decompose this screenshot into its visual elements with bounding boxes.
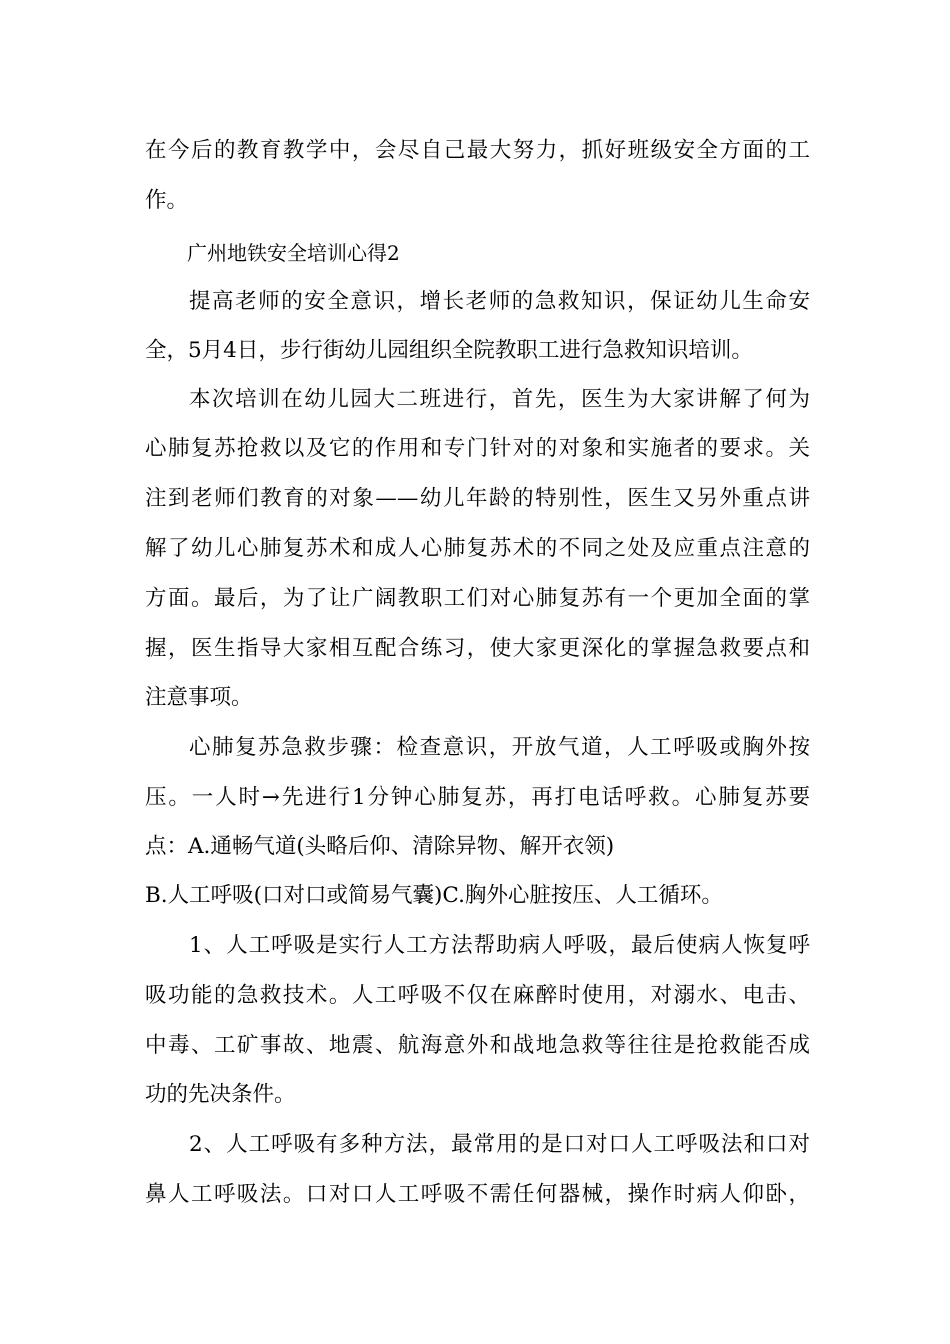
paragraph-line: 吸功能的急救技术。人工呼吸不仅在麻醉时使用，对溺水、电击、 <box>145 983 810 1008</box>
paragraph-line: 提高老师的安全意识，增长老师的急救知识，保证幼儿生命安 <box>189 289 810 314</box>
paragraph-line: 注意事项。 <box>145 685 253 710</box>
paragraph-line: 全，5月4日，步行街幼儿园组织全院教职工进行急救知识培训。 <box>145 338 753 363</box>
paragraph-line: B.人工呼吸(口对口或简易气囊)C.胸外心脏按压、人工循环。 <box>145 883 723 908</box>
paragraph-line: 注到老师们教育的对象——幼儿年龄的特别性，医生又另外重点讲 <box>145 486 810 511</box>
paragraph-line: 1、人工呼吸是实行人工方法帮助病人呼吸，最后使病人恢复呼 <box>189 933 810 958</box>
paragraph-line: 功的先决条件。 <box>145 1082 296 1107</box>
paragraph-line: 心肺复苏抢救以及它的作用和专门针对的对象和实施者的要求。关 <box>145 436 810 461</box>
paragraph-line: 本次培训在幼儿园大二班进行，首先，医生为大家讲解了何为 <box>189 387 810 412</box>
paragraph-line: 握，医生指导大家相互配合练习，使大家更深化的掌握急救要点和 <box>145 636 810 661</box>
paragraph-line: 心肺复苏急救步骤：检查意识，开放气道，人工呼吸或胸外按 <box>189 735 810 760</box>
paragraph-line: 2、人工呼吸有多种方法，最常用的是口对口人工呼吸法和口对 <box>189 1132 810 1157</box>
paragraph-line: 鼻人工呼吸法。口对口人工呼吸不需任何器械，操作时病人仰卧， <box>145 1182 810 1207</box>
section-heading: 广州地铁安全培训心得2 <box>187 241 400 265</box>
paragraph-line: 在今后的教育教学中，会尽自己最大努力，抓好班级安全方面的工 <box>145 138 810 163</box>
paragraph-line: 中毒、工矿事故、地震、航海意外和战地急救等往往是抢救能否成 <box>145 1033 810 1058</box>
paragraph-line: 作。 <box>145 188 189 213</box>
paragraph-line: 点：A.通畅气道(头略后仰、清除异物、解开衣领) <box>145 834 615 859</box>
paragraph-line: 方面。最后，为了让广阔教职工们对心肺复苏有一个更加全面的掌 <box>145 586 810 611</box>
paragraph-line: 解了幼儿心肺复苏术和成人心肺复苏术的不同之处及应重点注意的 <box>145 536 810 561</box>
paragraph-line: 压。一人时→先进行1分钟心肺复苏，再打电话呼救。心肺复苏要 <box>145 785 810 810</box>
